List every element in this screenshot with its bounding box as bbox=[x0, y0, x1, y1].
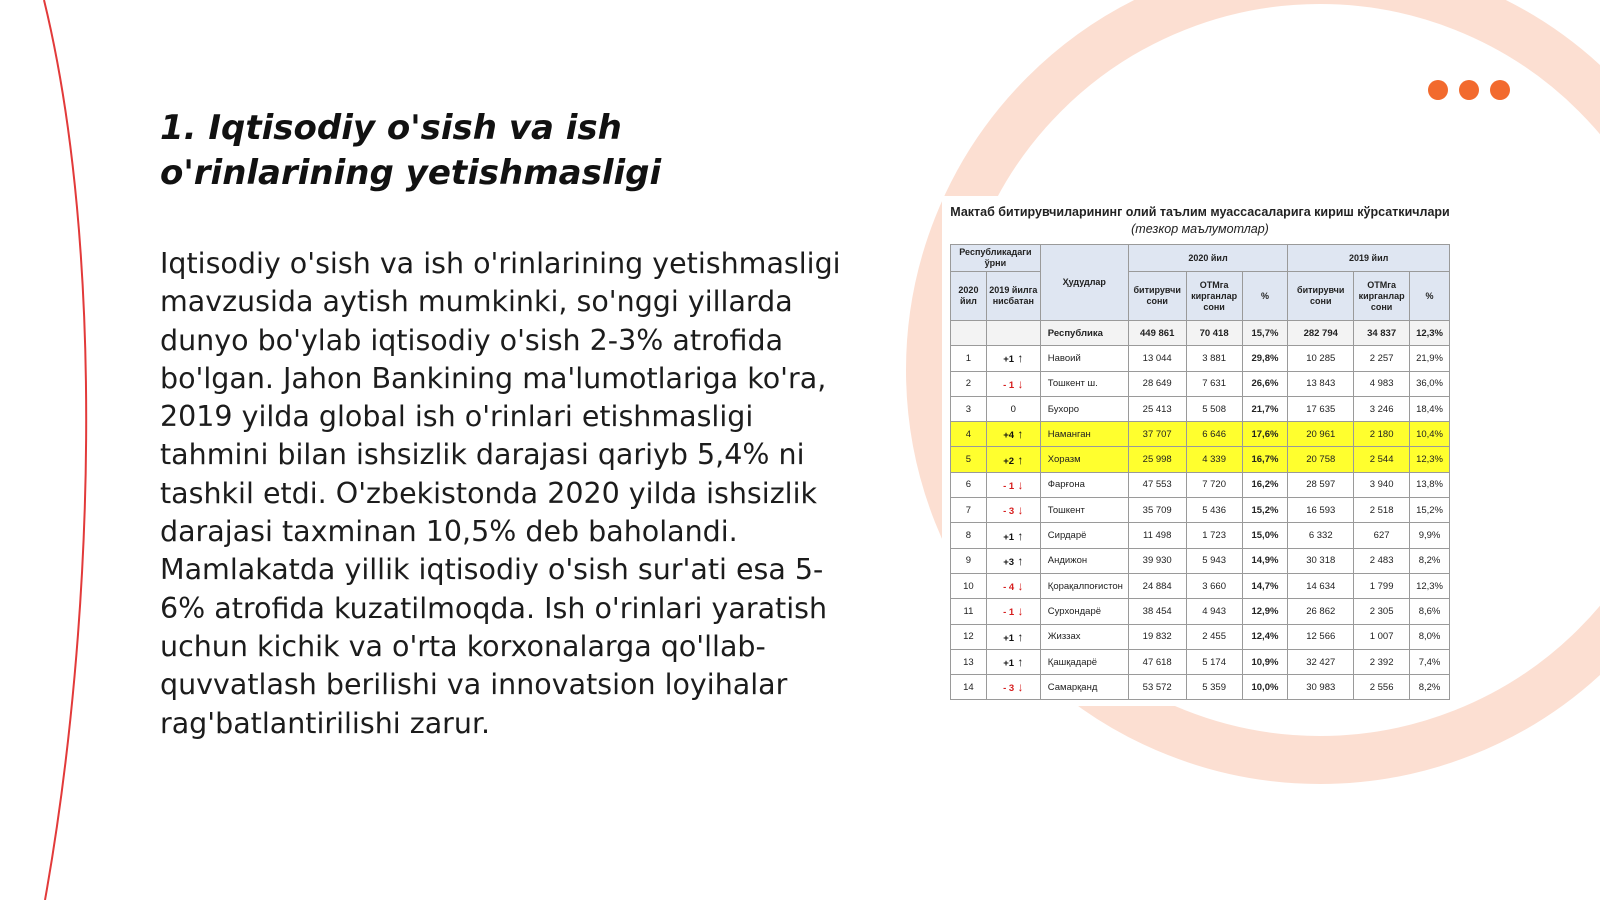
row-rank: 7 bbox=[951, 498, 987, 523]
dot-icon bbox=[1459, 80, 1479, 100]
slide-body-text: Iqtisodiy o'sish va ish o'rinlarining yetishmasligi mavzusida aytish mumkinki, so'nggi yillarda dunyo bo'ylab iqtisodiy o'sish 2-3% atrofida bo'lgan. Jahon Bankining ma'lumotlariga ko'ra, 2019 yilda global ish o'rinlari etishmasligi tahmini bilan ishsizlik darajasi qariyb 5,4% ni tashkil etdi. O'zbekistonda 2020 yilda ishsizlik darajasi taxminan 10,5% deb baholandi. Mamlakatda yillik iqtisodiy o'sish sur'ati esa 5-6% atrofida kuzatilmoqda. Ish o'rinlari yaratish uchun kichik va o'rta korxonalarga qo'llab-quvvatlash berilishi va innovatsion loyihalar rag'batlantirilishi zarur. bbox=[160, 247, 841, 740]
arrow-up-icon: ↑ bbox=[1014, 351, 1024, 366]
arrow-up-icon: ↑ bbox=[1014, 629, 1024, 644]
arrow-down-icon: ↓ bbox=[1014, 604, 1024, 619]
admissions-table bbox=[950, 244, 1450, 700]
header-rank-change: 2019 йилга нисбатан bbox=[986, 272, 1040, 321]
table-caption-main: Мактаб битирувчиларининг олий таълим муассасаларига кириш кўрсаткичлари bbox=[950, 205, 1450, 219]
rank-change-value: +1 bbox=[1003, 531, 1015, 543]
arrow-up-icon: ↑ bbox=[1014, 553, 1024, 568]
row-adm-2019: 2 556 bbox=[1354, 675, 1410, 700]
row-grad-2020: 11 498 bbox=[1128, 523, 1186, 548]
row-adm-2019: 627 bbox=[1354, 523, 1410, 548]
row-adm-2019: 2 483 bbox=[1354, 548, 1410, 573]
total-name: Республика bbox=[1040, 321, 1128, 346]
row-rank: 6 bbox=[951, 472, 987, 497]
row-region: Тошкент ш. bbox=[1040, 371, 1128, 396]
row-region: Хоразм bbox=[1040, 447, 1128, 472]
arrow-up-icon: ↑ bbox=[1014, 655, 1024, 669]
table-row bbox=[951, 422, 1450, 447]
row-pct-2019: 8,2% bbox=[1410, 675, 1450, 700]
row-pct-2020: 14,7% bbox=[1242, 573, 1288, 598]
header-region: Ҳудудлар bbox=[1040, 245, 1128, 321]
row-rank-change bbox=[986, 573, 1040, 598]
row-rank: 14 bbox=[951, 675, 987, 700]
table-row bbox=[951, 599, 1450, 624]
row-grad-2020: 39 930 bbox=[1128, 548, 1186, 573]
row-grad-2019: 26 862 bbox=[1288, 599, 1354, 624]
row-region: Қашқадарё bbox=[1040, 649, 1128, 674]
row-grad-2020: 25 998 bbox=[1128, 447, 1186, 472]
row-rank: 8 bbox=[951, 523, 987, 548]
table-row bbox=[951, 649, 1450, 674]
rank-change-value: +3 bbox=[1003, 556, 1015, 568]
row-adm-2019: 2 257 bbox=[1354, 346, 1410, 371]
table-row bbox=[951, 523, 1450, 548]
row-adm-2019: 3 246 bbox=[1354, 396, 1410, 421]
header-rank-group: Республикадаги ўрни bbox=[951, 245, 1041, 272]
row-rank: 5 bbox=[951, 447, 987, 472]
rank-change-value: - 1 bbox=[1003, 480, 1015, 492]
header-admitted-2019: ОТМга кирганлар сони bbox=[1354, 272, 1410, 321]
row-pct-2020: 29,8% bbox=[1242, 346, 1288, 371]
rank-change-value: +1 bbox=[1003, 632, 1015, 644]
row-rank-change bbox=[986, 675, 1040, 700]
row-pct-2020: 14,9% bbox=[1242, 548, 1288, 573]
row-pct-2020: 16,7% bbox=[1242, 447, 1288, 472]
table-row bbox=[951, 624, 1450, 649]
row-rank-change bbox=[986, 649, 1040, 674]
rank-change-value: +1 bbox=[1003, 658, 1015, 669]
row-pct-2019: 15,2% bbox=[1410, 498, 1450, 523]
rank-change-value: +1 bbox=[1003, 354, 1015, 366]
admissions-table-figure bbox=[950, 204, 1450, 700]
total-grad-2019: 282 794 bbox=[1288, 321, 1354, 346]
row-adm-2020: 3 660 bbox=[1186, 573, 1242, 598]
row-grad-2019: 6 332 bbox=[1288, 523, 1354, 548]
row-adm-2019: 4 983 bbox=[1354, 371, 1410, 396]
arrow-up-icon: ↑ bbox=[1014, 452, 1024, 467]
row-pct-2020: 26,6% bbox=[1242, 371, 1288, 396]
total-adm-2020: 70 418 bbox=[1186, 321, 1242, 346]
row-adm-2020: 2 455 bbox=[1186, 624, 1242, 649]
row-adm-2019: 1 799 bbox=[1354, 573, 1410, 598]
table-row bbox=[951, 346, 1450, 371]
row-grad-2019: 17 635 bbox=[1288, 396, 1354, 421]
row-adm-2020: 5 943 bbox=[1186, 548, 1242, 573]
row-grad-2019: 13 843 bbox=[1288, 371, 1354, 396]
row-grad-2020: 28 649 bbox=[1128, 371, 1186, 396]
row-adm-2020: 5 174 bbox=[1186, 649, 1242, 674]
rank-change-value: +2 bbox=[1003, 455, 1015, 467]
row-adm-2020: 1 723 bbox=[1186, 523, 1242, 548]
row-rank-change bbox=[986, 396, 1040, 421]
rank-change-value: - 1 bbox=[1003, 379, 1015, 391]
row-adm-2020: 5 359 bbox=[1186, 675, 1242, 700]
row-region: Навоий bbox=[1040, 346, 1128, 371]
arrow-up-icon: ↑ bbox=[1014, 427, 1024, 442]
arrow-down-icon: ↓ bbox=[1014, 579, 1024, 594]
row-adm-2019: 2 544 bbox=[1354, 447, 1410, 472]
row-adm-2020: 3 881 bbox=[1186, 346, 1242, 371]
row-pct-2019: 12,3% bbox=[1410, 447, 1450, 472]
row-adm-2019: 2 392 bbox=[1354, 649, 1410, 674]
header-year-2020: 2020 йил bbox=[1128, 245, 1288, 272]
row-grad-2020: 35 709 bbox=[1128, 498, 1186, 523]
slide-dots bbox=[1428, 80, 1510, 100]
rank-change-value: - 3 bbox=[1003, 683, 1015, 695]
table-caption bbox=[950, 204, 1450, 238]
row-region: Самарқанд bbox=[1040, 675, 1128, 700]
row-pct-2019: 7,4% bbox=[1410, 649, 1450, 674]
row-pct-2020: 16,2% bbox=[1242, 472, 1288, 497]
row-region: Андижон bbox=[1040, 548, 1128, 573]
row-rank-change bbox=[986, 599, 1040, 624]
row-grad-2020: 24 884 bbox=[1128, 573, 1186, 598]
row-adm-2020: 7 631 bbox=[1186, 371, 1242, 396]
row-rank: 9 bbox=[951, 548, 987, 573]
row-adm-2020: 6 646 bbox=[1186, 422, 1242, 447]
row-grad-2019: 20 758 bbox=[1288, 447, 1354, 472]
row-adm-2019: 2 180 bbox=[1354, 422, 1410, 447]
row-pct-2020: 17,6% bbox=[1242, 422, 1288, 447]
header-admitted-2020: ОТМга кирганлар сони bbox=[1186, 272, 1242, 321]
row-rank: 10 bbox=[951, 573, 987, 598]
dot-icon bbox=[1428, 80, 1448, 100]
row-pct-2020: 15,2% bbox=[1242, 498, 1288, 523]
row-rank: 13 bbox=[951, 649, 987, 674]
total-pct-2020: 15,7% bbox=[1242, 321, 1288, 346]
slide-title: 1. Iqtisodiy o'sish va ish o'rinlarining yetishmasligi bbox=[160, 108, 662, 193]
row-pct-2020: 10,0% bbox=[1242, 675, 1288, 700]
header-graduates-2020: битирувчи сони bbox=[1128, 272, 1186, 321]
row-adm-2019: 2 518 bbox=[1354, 498, 1410, 523]
table-row bbox=[951, 447, 1450, 472]
table-cell-empty bbox=[986, 321, 1040, 346]
rank-change-value: 0 bbox=[1010, 403, 1016, 415]
row-adm-2020: 7 720 bbox=[1186, 472, 1242, 497]
row-rank: 12 bbox=[951, 624, 987, 649]
row-region: Жиззах bbox=[1040, 624, 1128, 649]
row-pct-2019: 18,4% bbox=[1410, 396, 1450, 421]
row-grad-2019: 10 285 bbox=[1288, 346, 1354, 371]
row-region: Тошкент bbox=[1040, 498, 1128, 523]
row-rank-change bbox=[986, 472, 1040, 497]
table-row bbox=[951, 472, 1450, 497]
row-adm-2019: 2 305 bbox=[1354, 599, 1410, 624]
table-row-total bbox=[951, 321, 1450, 346]
table-cell-empty bbox=[951, 321, 987, 346]
row-grad-2020: 47 618 bbox=[1128, 649, 1186, 674]
table-caption-note: (тезкор маълумотлар) bbox=[1131, 222, 1269, 236]
row-pct-2019: 8,2% bbox=[1410, 548, 1450, 573]
row-pct-2019: 12,3% bbox=[1410, 573, 1450, 598]
row-adm-2020: 4 943 bbox=[1186, 599, 1242, 624]
header-rank-2020: 2020 йил bbox=[951, 272, 987, 321]
row-rank-change bbox=[986, 548, 1040, 573]
row-pct-2019: 13,8% bbox=[1410, 472, 1450, 497]
arrow-down-icon: ↓ bbox=[1014, 376, 1024, 391]
row-grad-2019: 30 983 bbox=[1288, 675, 1354, 700]
row-adm-2020: 5 436 bbox=[1186, 498, 1242, 523]
row-pct-2020: 10,9% bbox=[1242, 649, 1288, 674]
rank-change-value: - 4 bbox=[1003, 582, 1015, 594]
row-region: Сирдарё bbox=[1040, 523, 1128, 548]
row-rank: 2 bbox=[951, 371, 987, 396]
row-adm-2019: 3 940 bbox=[1354, 472, 1410, 497]
total-grad-2020: 449 861 bbox=[1128, 321, 1186, 346]
row-grad-2019: 12 566 bbox=[1288, 624, 1354, 649]
row-grad-2019: 20 961 bbox=[1288, 422, 1354, 447]
table-row bbox=[951, 573, 1450, 598]
row-pct-2019: 9,9% bbox=[1410, 523, 1450, 548]
row-grad-2019: 14 634 bbox=[1288, 573, 1354, 598]
table-body bbox=[951, 321, 1450, 700]
row-rank-change bbox=[986, 447, 1040, 472]
row-pct-2020: 12,9% bbox=[1242, 599, 1288, 624]
row-adm-2020: 5 508 bbox=[1186, 396, 1242, 421]
row-region: Фарғона bbox=[1040, 472, 1128, 497]
rank-change-value: - 3 bbox=[1003, 506, 1015, 518]
table-row bbox=[951, 371, 1450, 396]
header-year-2019: 2019 йил bbox=[1288, 245, 1450, 272]
table-header-row bbox=[951, 245, 1450, 272]
row-pct-2020: 12,4% bbox=[1242, 624, 1288, 649]
arrow-down-icon: ↓ bbox=[1014, 503, 1024, 518]
header-percent-2020: % bbox=[1242, 272, 1288, 321]
row-grad-2019: 30 318 bbox=[1288, 548, 1354, 573]
row-rank-change bbox=[986, 371, 1040, 396]
row-rank-change bbox=[986, 523, 1040, 548]
table-row bbox=[951, 675, 1450, 700]
arrow-down-icon: ↓ bbox=[1014, 477, 1024, 492]
left-red-curve bbox=[44, 0, 86, 900]
row-rank-change bbox=[986, 346, 1040, 371]
row-rank: 4 bbox=[951, 422, 987, 447]
row-pct-2019: 8,0% bbox=[1410, 624, 1450, 649]
rank-change-value: +4 bbox=[1003, 430, 1015, 442]
row-rank-change bbox=[986, 422, 1040, 447]
row-pct-2020: 21,7% bbox=[1242, 396, 1288, 421]
row-grad-2020: 53 572 bbox=[1128, 675, 1186, 700]
row-region: Наманган bbox=[1040, 422, 1128, 447]
table-row bbox=[951, 396, 1450, 421]
row-adm-2020: 4 339 bbox=[1186, 447, 1242, 472]
row-pct-2019: 21,9% bbox=[1410, 346, 1450, 371]
row-grad-2020: 13 044 bbox=[1128, 346, 1186, 371]
row-adm-2019: 1 007 bbox=[1354, 624, 1410, 649]
row-grad-2020: 37 707 bbox=[1128, 422, 1186, 447]
total-pct-2019: 12,3% bbox=[1410, 321, 1450, 346]
row-pct-2020: 15,0% bbox=[1242, 523, 1288, 548]
row-region: Сурхондарё bbox=[1040, 599, 1128, 624]
row-grad-2020: 25 413 bbox=[1128, 396, 1186, 421]
row-pct-2019: 10,4% bbox=[1410, 422, 1450, 447]
row-rank-change bbox=[986, 498, 1040, 523]
table-row bbox=[951, 498, 1450, 523]
row-grad-2019: 16 593 bbox=[1288, 498, 1354, 523]
header-graduates-2019: битирувчи сони bbox=[1288, 272, 1354, 321]
row-rank-change bbox=[986, 624, 1040, 649]
row-grad-2020: 19 832 bbox=[1128, 624, 1186, 649]
dot-icon bbox=[1490, 80, 1510, 100]
rank-change-value: - 1 bbox=[1003, 607, 1015, 619]
row-rank: 1 bbox=[951, 346, 987, 371]
arrow-down-icon: ↓ bbox=[1014, 680, 1024, 695]
arrow-up-icon: ↑ bbox=[1014, 528, 1024, 543]
row-region: Бухоро bbox=[1040, 396, 1128, 421]
row-rank: 3 bbox=[951, 396, 987, 421]
row-rank: 11 bbox=[951, 599, 987, 624]
table-subheader-row bbox=[951, 272, 1450, 321]
row-grad-2019: 32 427 bbox=[1288, 649, 1354, 674]
total-adm-2019: 34 837 bbox=[1354, 321, 1410, 346]
row-grad-2020: 38 454 bbox=[1128, 599, 1186, 624]
row-pct-2019: 8,6% bbox=[1410, 599, 1450, 624]
row-grad-2019: 28 597 bbox=[1288, 472, 1354, 497]
header-percent-2019: % bbox=[1410, 272, 1450, 321]
row-grad-2020: 47 553 bbox=[1128, 472, 1186, 497]
table-row bbox=[951, 548, 1450, 573]
row-region: Қорақалпоғистон bbox=[1040, 573, 1128, 598]
row-pct-2019: 36,0% bbox=[1410, 371, 1450, 396]
